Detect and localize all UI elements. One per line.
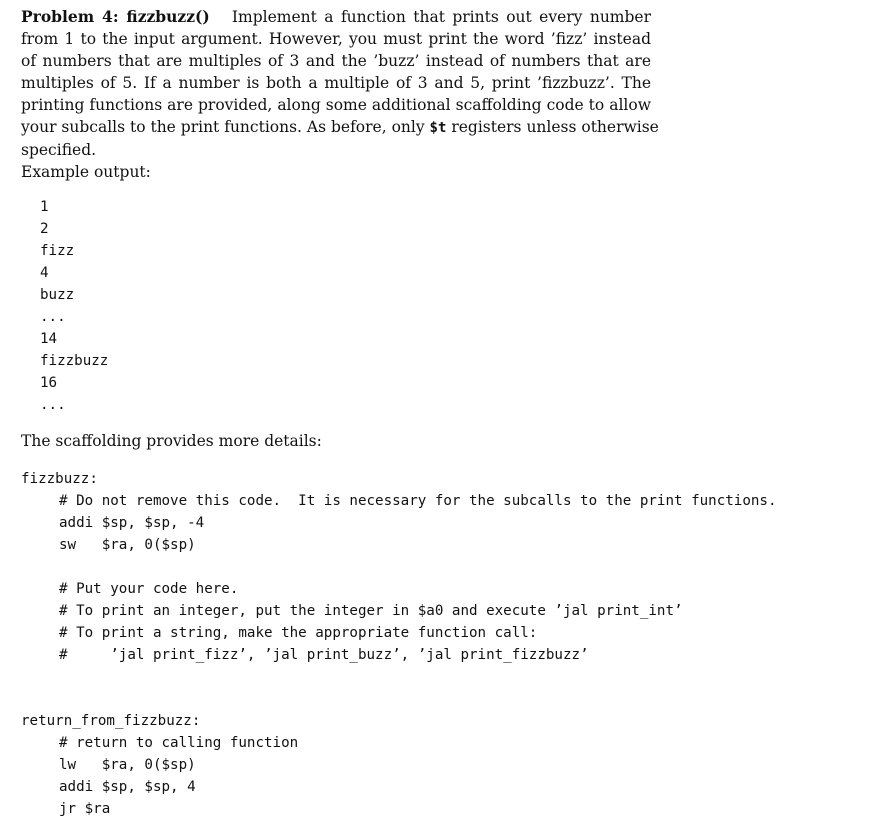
code-comment: # To print an integer, put the integer in $a0 and execute ’jal print_int’ <box>59 603 683 619</box>
example-line: fizzbuzz <box>40 353 109 369</box>
example-output <box>40 196 108 416</box>
code-instruction: sw $ra, 0($sp) <box>59 537 196 553</box>
example-line: 1 <box>40 199 49 215</box>
code-comment: # Do not remove this code. It is necessary for the subcalls to the print functions. <box>59 493 777 509</box>
code-instruction: jr $ra <box>59 801 111 817</box>
problem-line-6-pre: your subcalls to the print functions. As before, only <box>21 118 430 136</box>
example-line: fizz <box>40 243 75 259</box>
problem-page <box>21 6 880 817</box>
code-comment: # return to calling function <box>59 735 299 751</box>
problem-line-6-post: registers unless otherwise <box>446 118 659 136</box>
scaffold-code <box>21 468 777 820</box>
problem-line-6 <box>21 116 659 139</box>
label-fizzbuzz: fizzbuzz: <box>21 471 98 487</box>
example-line: buzz <box>40 287 75 303</box>
example-line: 16 <box>40 375 58 391</box>
problem-description <box>21 6 659 183</box>
problem-line-4: multiples of 5. If a number is both a multiple of 3 and 5, print ’fizzbuzz’. The <box>21 74 651 92</box>
problem-line-2: from 1 to the input argument. However, you must print the word ’fizz’ instead <box>21 30 651 48</box>
code-comment: # Put your code here. <box>59 581 239 597</box>
code-comment: # To print a string, make the appropriate function call: <box>59 625 538 641</box>
example-line: 4 <box>40 265 49 281</box>
code-instruction: addi $sp, $sp, -4 <box>59 515 205 531</box>
example-line: 2 <box>40 221 49 237</box>
scaffold-intro: The scaffolding provides more details: <box>21 432 322 450</box>
code-blank <box>21 556 777 578</box>
problem-line-1 <box>21 6 651 28</box>
problem-heading: Problem 4: fizzbuzz() <box>21 7 210 26</box>
code-comment: # ’jal print_fizz’, ’jal print_buzz’, ’jal print_fizzbuzz’ <box>59 647 589 663</box>
code-instruction: lw $ra, 0($sp) <box>59 757 196 773</box>
problem-line-5: printing functions are provided, along some additional scaffolding code to allow <box>21 96 651 114</box>
problem-line-7: specified. <box>21 141 97 159</box>
example-line: 14 <box>40 331 58 347</box>
code-blank <box>21 666 777 710</box>
code-instruction: addi $sp, $sp, 4 <box>59 779 196 795</box>
problem-text: Implement a function that prints out every number <box>231 8 652 26</box>
problem-line-3: of numbers that are multiples of 3 and the ’buzz’ instead of numbers that are <box>21 52 651 70</box>
example-label: Example output: <box>21 163 151 181</box>
register-code: $t <box>429 120 447 136</box>
label-return: return_from_fizzbuzz: <box>21 713 201 729</box>
example-line: ... <box>40 309 66 325</box>
example-line: ... <box>40 397 66 413</box>
